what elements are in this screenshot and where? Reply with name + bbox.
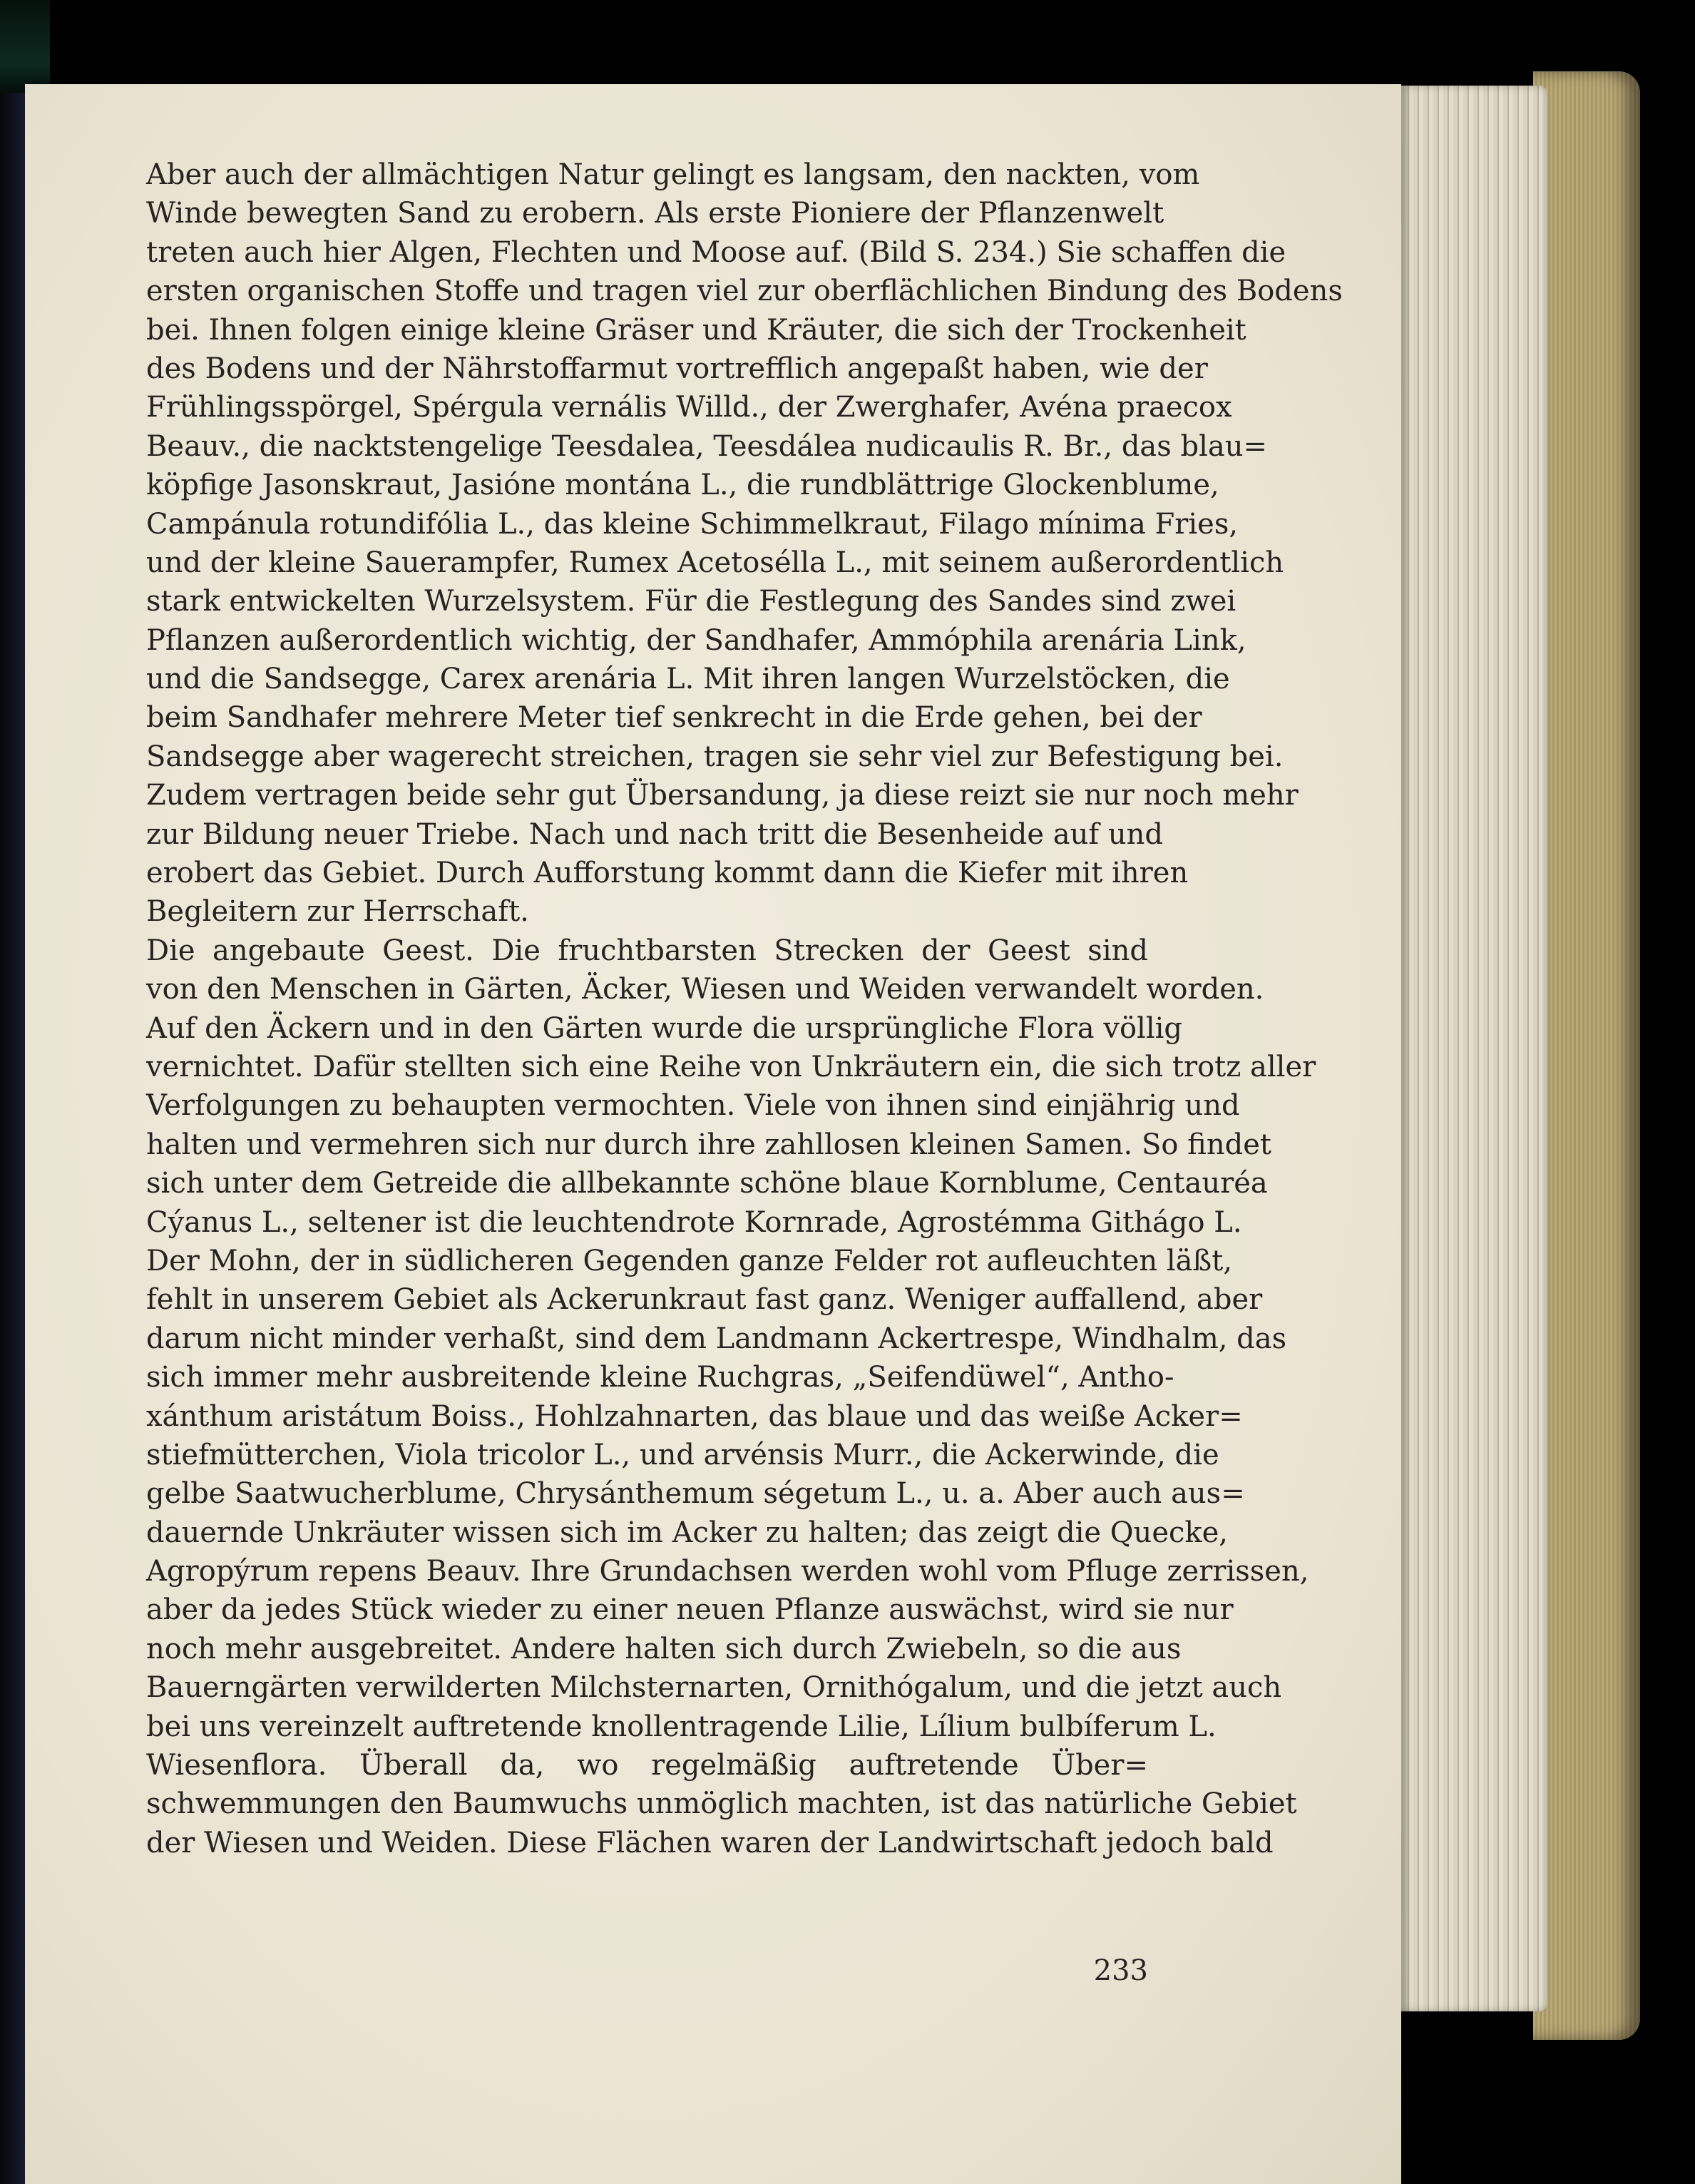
text-line: halten und vermehren sich nur durch ihre zahllosen kleinen Samen. So findet [146,1128,1271,1161]
book-spine [1533,71,1640,2040]
text-line: und der kleine Sauerampfer, Rumex Acetosélla L., mit seinem außerordentlich [146,546,1284,579]
text-line: stark entwickelten Wurzelsystem. Für die Festlegung des Sandes sind zwei [146,585,1236,618]
text-line: erobert das Gebiet. Durch Aufforstung kommt dann die Kiefer mit ihren [146,857,1189,890]
text-line: Auf den Äckern und in den Gärten wurde die ursprüngliche Flora völlig [146,1011,1183,1045]
text-line: Zudem vertragen beide sehr gut Übersandung, ja diese reizt sie nur noch mehr [146,779,1299,812]
text-line: Verfolgungen zu behaupten vermochten. Viele von ihnen sind einjährig und [146,1089,1240,1123]
text-line: bei. Ihnen folgen einige kleine Gräser und Kräuter, die sich der Trockenheit [146,313,1246,347]
text-line: bei uns vereinzelt auftretende knollentragende Lilie, Lílium bulbíferum L. [146,1710,1217,1743]
text-line: treten auch hier Algen, Flechten und Moose auf. (Bild S. 234.) Sie schaffen die [146,235,1286,269]
text-line: Campánula rotundifólia L., das kleine Schimmelkraut, Filago mínima Fries, [146,507,1239,541]
text-line: sich unter dem Getreide die allbekannte schöne blaue Kornblume, Centauréa [146,1167,1268,1200]
text-line: aber da jedes Stück wieder zu einer neuen Pflanze auswächst, wird sie nur [146,1593,1234,1627]
page-body-text [146,155,1343,1862]
text-line: Bauerngärten verwilderten Milchsternarten, Ornithógalum, und die jetzt auch [146,1671,1282,1705]
text-line: schwemmungen den Baumwuchs unmöglich machten, ist das natürliche Gebiet [146,1787,1297,1821]
text-line: noch mehr ausgebreitet. Andere halten sich durch Zwiebeln, so die aus [146,1632,1182,1665]
text-line: und die Sandsegge, Carex arenária L. Mit ihren langen Wurzelstöcken, die [146,663,1230,696]
text-line: des Bodens und der Nährstoffarmut vortrefflich angepaßt haben, wie der [146,352,1208,385]
text-line: der Wiesen und Weiden. Diese Flächen waren der Landwirtschaft jedoch bald [146,1826,1274,1859]
text-line: stiefmütterchen, Viola tricolor L., und arvénsis Murr., die Ackerwinde, die [146,1438,1219,1471]
text-line: ersten organischen Stoffe und tragen viel zur oberflächlichen Bindung des Bodens [146,275,1343,308]
text-line: Pflanzen außerordentlich wichtig, der Sandhafer, Ammóphila arenária Link, [146,623,1246,657]
text-line: Wiesenflora. Überall da, wo regelmäßig auftretende Über= [146,1749,1148,1782]
text-line: von den Menschen in Gärten, Äcker, Wiesen und Weiden verwandelt worden. [146,973,1264,1006]
text-line: xánthum aristátum Boiss., Hohlzahnarten, das blaue und das weiße Acker= [146,1399,1243,1433]
text-line: fehlt in unserem Gebiet als Ackerunkraut fast ganz. Weniger auffallend, aber [146,1283,1263,1317]
text-line: köpfige Jasonskraut, Jasióne montána L., die rundblättrige Glockenblume, [146,469,1219,502]
text-line: Sandsegge aber wagerecht streichen, tragen sie sehr viel zur Befestigung bei. [146,740,1284,773]
text-line: vernichtet. Dafür stellten sich eine Reihe von Unkräutern ein, die sich trotz aller [146,1050,1316,1083]
text-line: beim Sandhafer mehrere Meter tief senkrecht in die Erde gehen, bei der [146,701,1202,735]
text-line: Aber auch der allmächtigen Natur gelingt es langsam, den nackten, vom [146,158,1200,191]
text-line: Agropýrum repens Beauv. Ihre Grundachsen werden wohl vom Pfluge zerrissen, [146,1555,1309,1588]
page-number: 233 [1093,1954,1148,1987]
text-line: Winde bewegten Sand zu erobern. Als erste Pioniere der Pflanzenwelt [146,197,1164,230]
text-line: Frühlingsspörgel, Spérgula vernális Willd., der Zwerghafer, Avéna praecox [146,391,1232,424]
text-line: darum nicht minder verhaßt, sind dem Landmann Ackertrespe, Windhalm, das [146,1322,1287,1355]
text-line: gelbe Saatwucherblume, Chrysánthemum ségetum L., u. a. Aber auch aus= [146,1477,1245,1511]
text-line: Cýanus L., seltener ist die leuchtendrote Kornrade, Agrostémma Githágo L. [146,1205,1242,1239]
text-line: Beauv., die nacktstengelige Teesdalea, Teesdálea nudicaulis R. Br., das blau= [146,429,1268,463]
text-line: Die angebaute Geest. Die fruchtbarsten Strecken der Geest sind [146,934,1148,967]
text-line: zur Bildung neuer Triebe. Nach und nach tritt die Besenheide auf und [146,817,1163,851]
text-line: sich immer mehr ausbreitende kleine Ruchgras, „Seifendüwel“, Antho- [146,1361,1174,1394]
text-line: Der Mohn, der in südlicheren Gegenden ganze Felder rot aufleuchten läßt, [146,1244,1233,1277]
text-line: dauernde Unkräuter wissen sich im Acker zu halten; das zeigt die Quecke, [146,1516,1229,1549]
text-line: Begleitern zur Herrschaft. [146,895,529,929]
page-edges-stack [1383,86,1547,2011]
facing-page-edge [0,93,29,2184]
